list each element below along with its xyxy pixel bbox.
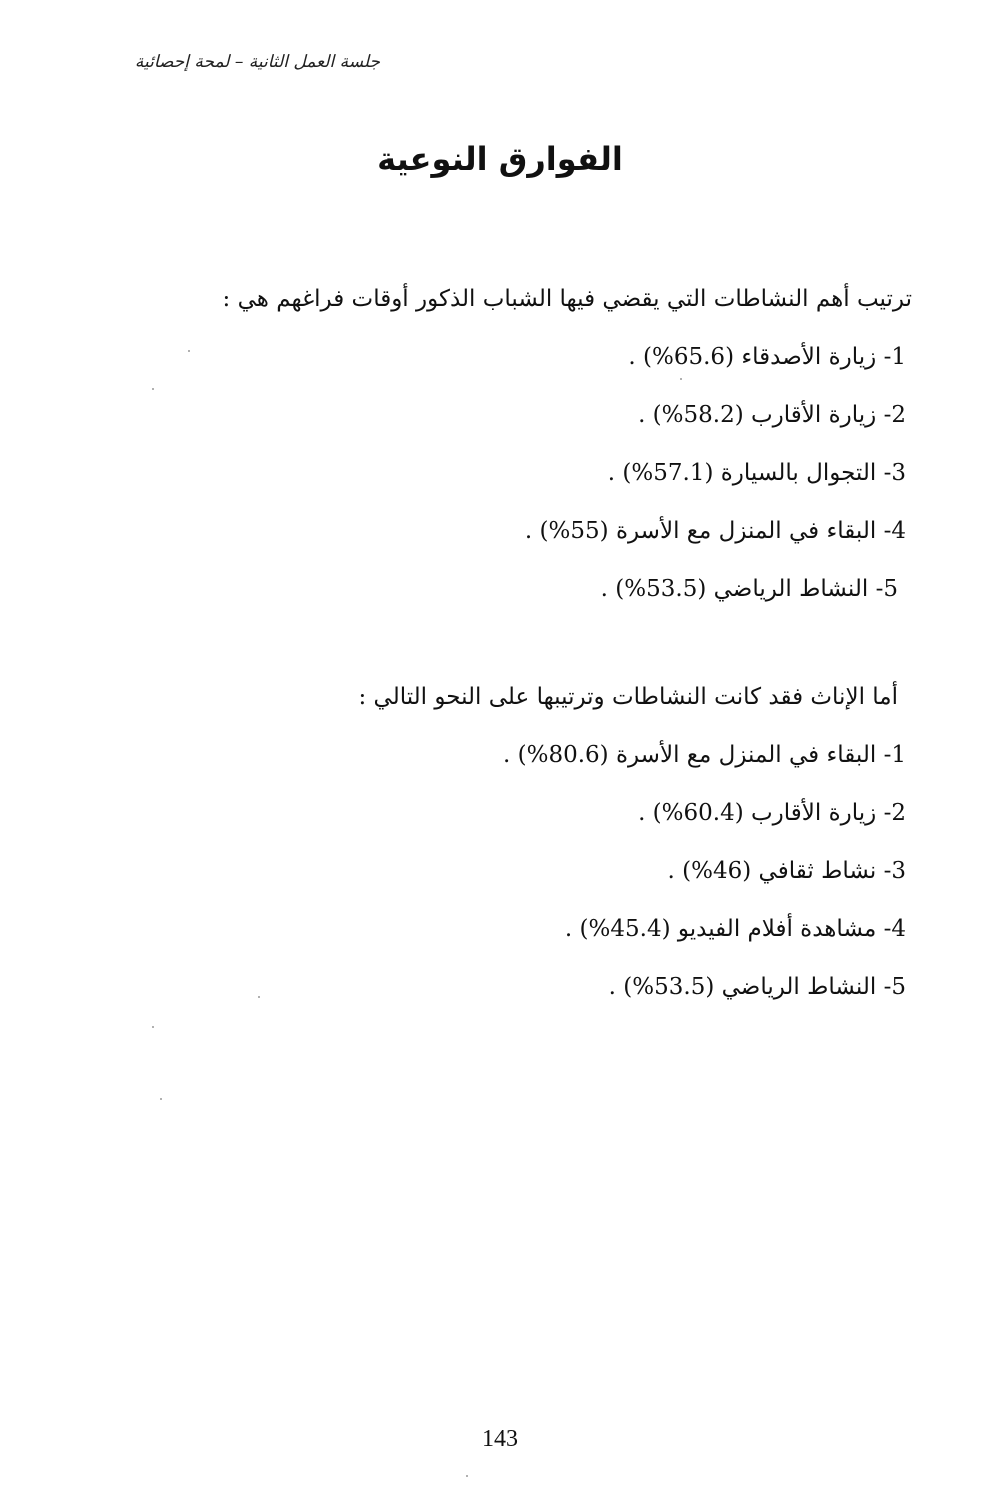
scan-speck (466, 1475, 468, 1477)
scan-speck (152, 388, 154, 390)
female-activities-block (132, 668, 912, 1016)
scan-speck (258, 996, 260, 998)
scan-speck (152, 1026, 154, 1028)
page-number: 143 (482, 1426, 518, 1452)
male-activities-intro: ترتيب أهم النشاطات التي يقضي فيها الشباب الذكور أوقات فراغهم هي : (222, 286, 912, 312)
scan-speck (680, 378, 682, 380)
section-title: الفوارق النوعية (377, 140, 623, 178)
male-activity-item-1: 1- زيارة الأصدقاء (65.6%) . (628, 344, 906, 370)
female-activities-intro: أما الإناث فقد كانت النشاطات وترتيبها على النحو التالي : (358, 684, 898, 710)
male-activity-item-4: 4- البقاء في المنزل مع الأسرة (55%) . (524, 518, 906, 544)
male-activity-item-2: 2- زيارة الأقارب (58.2%) . (638, 402, 906, 428)
female-activity-item-2: 2- زيارة الأقارب (60.4%) . (638, 800, 906, 826)
female-activity-item-3: 3- نشاط ثقافي (46%) . (667, 858, 906, 884)
scan-speck (188, 350, 190, 352)
scan-speck (160, 1098, 162, 1100)
male-activity-item-3: 3- التجوال بالسيارة (57.1%) . (607, 460, 906, 486)
female-activity-item-4: 4- مشاهدة أفلام الفيديو (45.4%) . (564, 916, 906, 942)
running-header: جلسة العمل الثانية – لمحة إحصائية (134, 52, 380, 72)
female-activity-item-5: 5- النشاط الرياضي (53.5%) . (608, 974, 906, 1000)
female-activity-item-1: 1- البقاء في المنزل مع الأسرة (80.6%) . (502, 742, 906, 768)
male-activity-item-5: 5- النشاط الرياضي (53.5%) . (600, 576, 898, 602)
male-activities-block (132, 270, 912, 618)
